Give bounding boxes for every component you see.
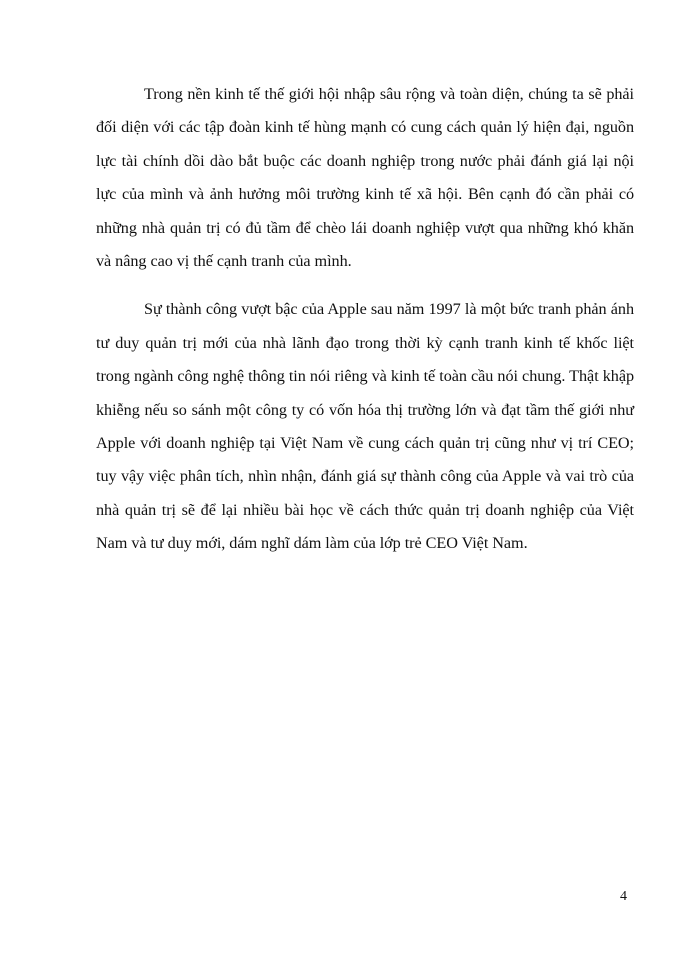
paragraph-2: Sự thành công vượt bậc của Apple sau năm 1997 là một bức tranh phản ánh tư duy quản trị mới của nhà lãnh đạo trong thời kỳ cạnh tranh kinh tế khốc liệt trong ngành công nghệ thông tin nói riêng và kinh tế toàn cầu nói chung. Thật khập khiễng nếu so sánh một công ty có vốn hóa thị trường lớn và đạt tầm thế giới như Apple với doanh nghiệp tại Việt Nam về cung cách quản trị cũng như vị trí CEO; tuy vậy việc phân tích, nhìn nhận, đánh giá sự thành công của Apple và vai trò của nhà quản trị sẽ để lại nhiều bài học về cách thức quản trị doanh nghiệp của Việt Nam và tư duy mới, dám nghĩ dám làm của lớp trẻ CEO Việt Nam.	[96, 300, 634, 553]
paragraph-1: Trong nền kinh tế thế giới hội nhập sâu rộng và toàn diện, chúng ta sẽ phải đối diện với các tập đoàn kinh tế hùng mạnh có cung cách quản lý hiện đại, nguồn lực tài chính dồi dào bắt buộc các doanh nghiệp trong nước phải đánh giá lại nội lực của mình và ảnh hưởng môi trường kinh tế xã hội. Bên cạnh đó cần phải có những nhà quản trị có đủ tầm để chèo lái doanh nghiệp vượt qua những khó khăn và nâng cao vị thế cạnh tranh của mình.	[96, 85, 634, 271]
page-number: 4	[620, 889, 627, 904]
body-text	[96, 78, 634, 576]
